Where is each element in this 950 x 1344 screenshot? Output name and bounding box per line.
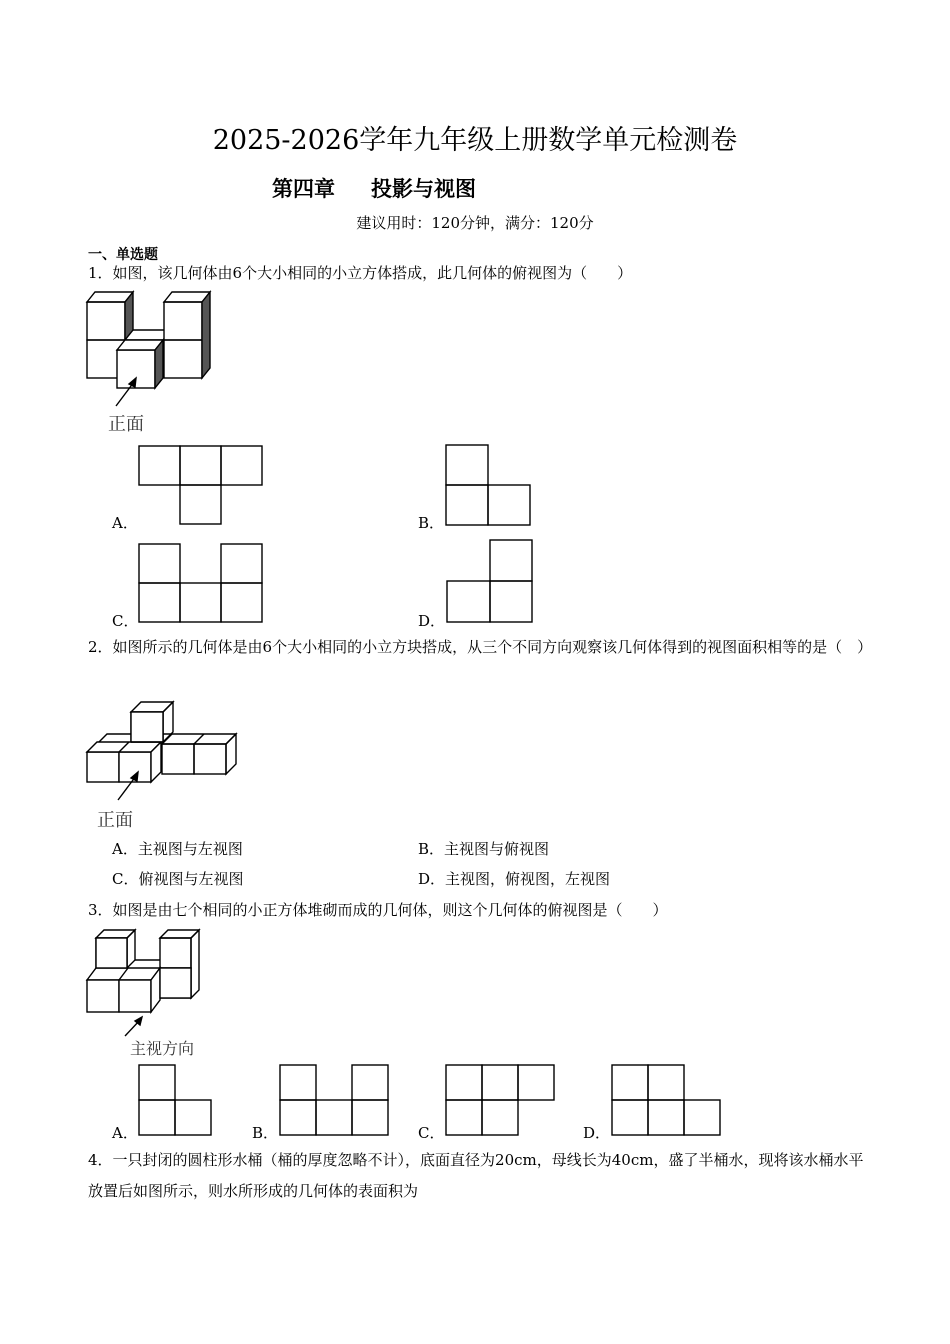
q2-option-c[interactable]: C．俯视图与左视图 [112, 870, 244, 888]
exam-meta: 建议用时：120分钟，满分：120分 [356, 214, 594, 232]
q1-option-b-figure [445, 444, 533, 528]
q2-option-b[interactable]: B．主视图与俯视图 [418, 840, 550, 858]
question-3-text: 3．如图是由七个相同的小正方体堆砌而成的几何体，则这个几何体的俯视图是（ ） [88, 901, 668, 919]
q3-option-a-label[interactable]: A． [112, 1124, 138, 1142]
q1-option-d-label[interactable]: D． [418, 612, 446, 630]
q1-option-c-label[interactable]: C． [112, 612, 139, 630]
section-heading: 一、单选题 [88, 247, 158, 263]
q3-option-b-label[interactable]: B． [252, 1124, 279, 1142]
q2-option-a[interactable]: A．主视图与左视图 [112, 840, 243, 858]
q1-option-c-figure [138, 543, 264, 625]
q1-solid-figure [86, 290, 216, 390]
chapter-title: 投影与视图 [371, 177, 476, 201]
q3-option-c-label[interactable]: C． [418, 1124, 445, 1142]
q2-solid-figure [86, 700, 246, 786]
q2-option-d[interactable]: D．主视图，俯视图，左视图 [418, 870, 611, 888]
question-2-text: 2．如图所示的几何体是由6个大小相同的小立方块搭成，从三个不同方向观察该几何体得到的视图面积相等的是（ ） [88, 638, 873, 656]
q1-option-b-label[interactable]: B． [418, 514, 445, 532]
q3-option-d-label[interactable]: D． [583, 1124, 611, 1142]
chapter-number: 第四章 [272, 177, 335, 201]
q2-front-label: 正面 [97, 810, 133, 831]
q1-front-label: 正面 [108, 414, 144, 435]
question-1-text: 1．如图，该几何体由6个大小相同的小立方体搭成，此几何体的俯视图为（ ） [88, 264, 633, 282]
q3-solid-figure [86, 928, 206, 1018]
chapter-heading [272, 173, 512, 203]
q3-view-arrow [122, 1016, 146, 1038]
q3-option-b-figure [279, 1064, 391, 1138]
q3-option-c-figure [445, 1064, 557, 1138]
page-title: 2025-2026学年九年级上册数学单元检测卷 [212, 125, 738, 156]
q1-option-a-figure [138, 445, 264, 527]
q3-view-label: 主视方向 [130, 1039, 195, 1058]
q3-option-a-figure [138, 1064, 214, 1138]
q1-option-d-figure [446, 539, 536, 625]
q1-option-a-label[interactable]: A． [112, 514, 138, 532]
q3-option-d-figure [611, 1064, 723, 1138]
question-4-text: 4．一只封闭的圆柱形水桶（桶的厚度忽略不计），底面直径为20cm，母线长为40cm，盛了半桶水，现将该水桶水平放置后如图所示，则水所形成的几何体的表面积为 [88, 1151, 864, 1200]
q2-front-arrow [114, 770, 144, 804]
q1-front-arrow [112, 376, 142, 410]
